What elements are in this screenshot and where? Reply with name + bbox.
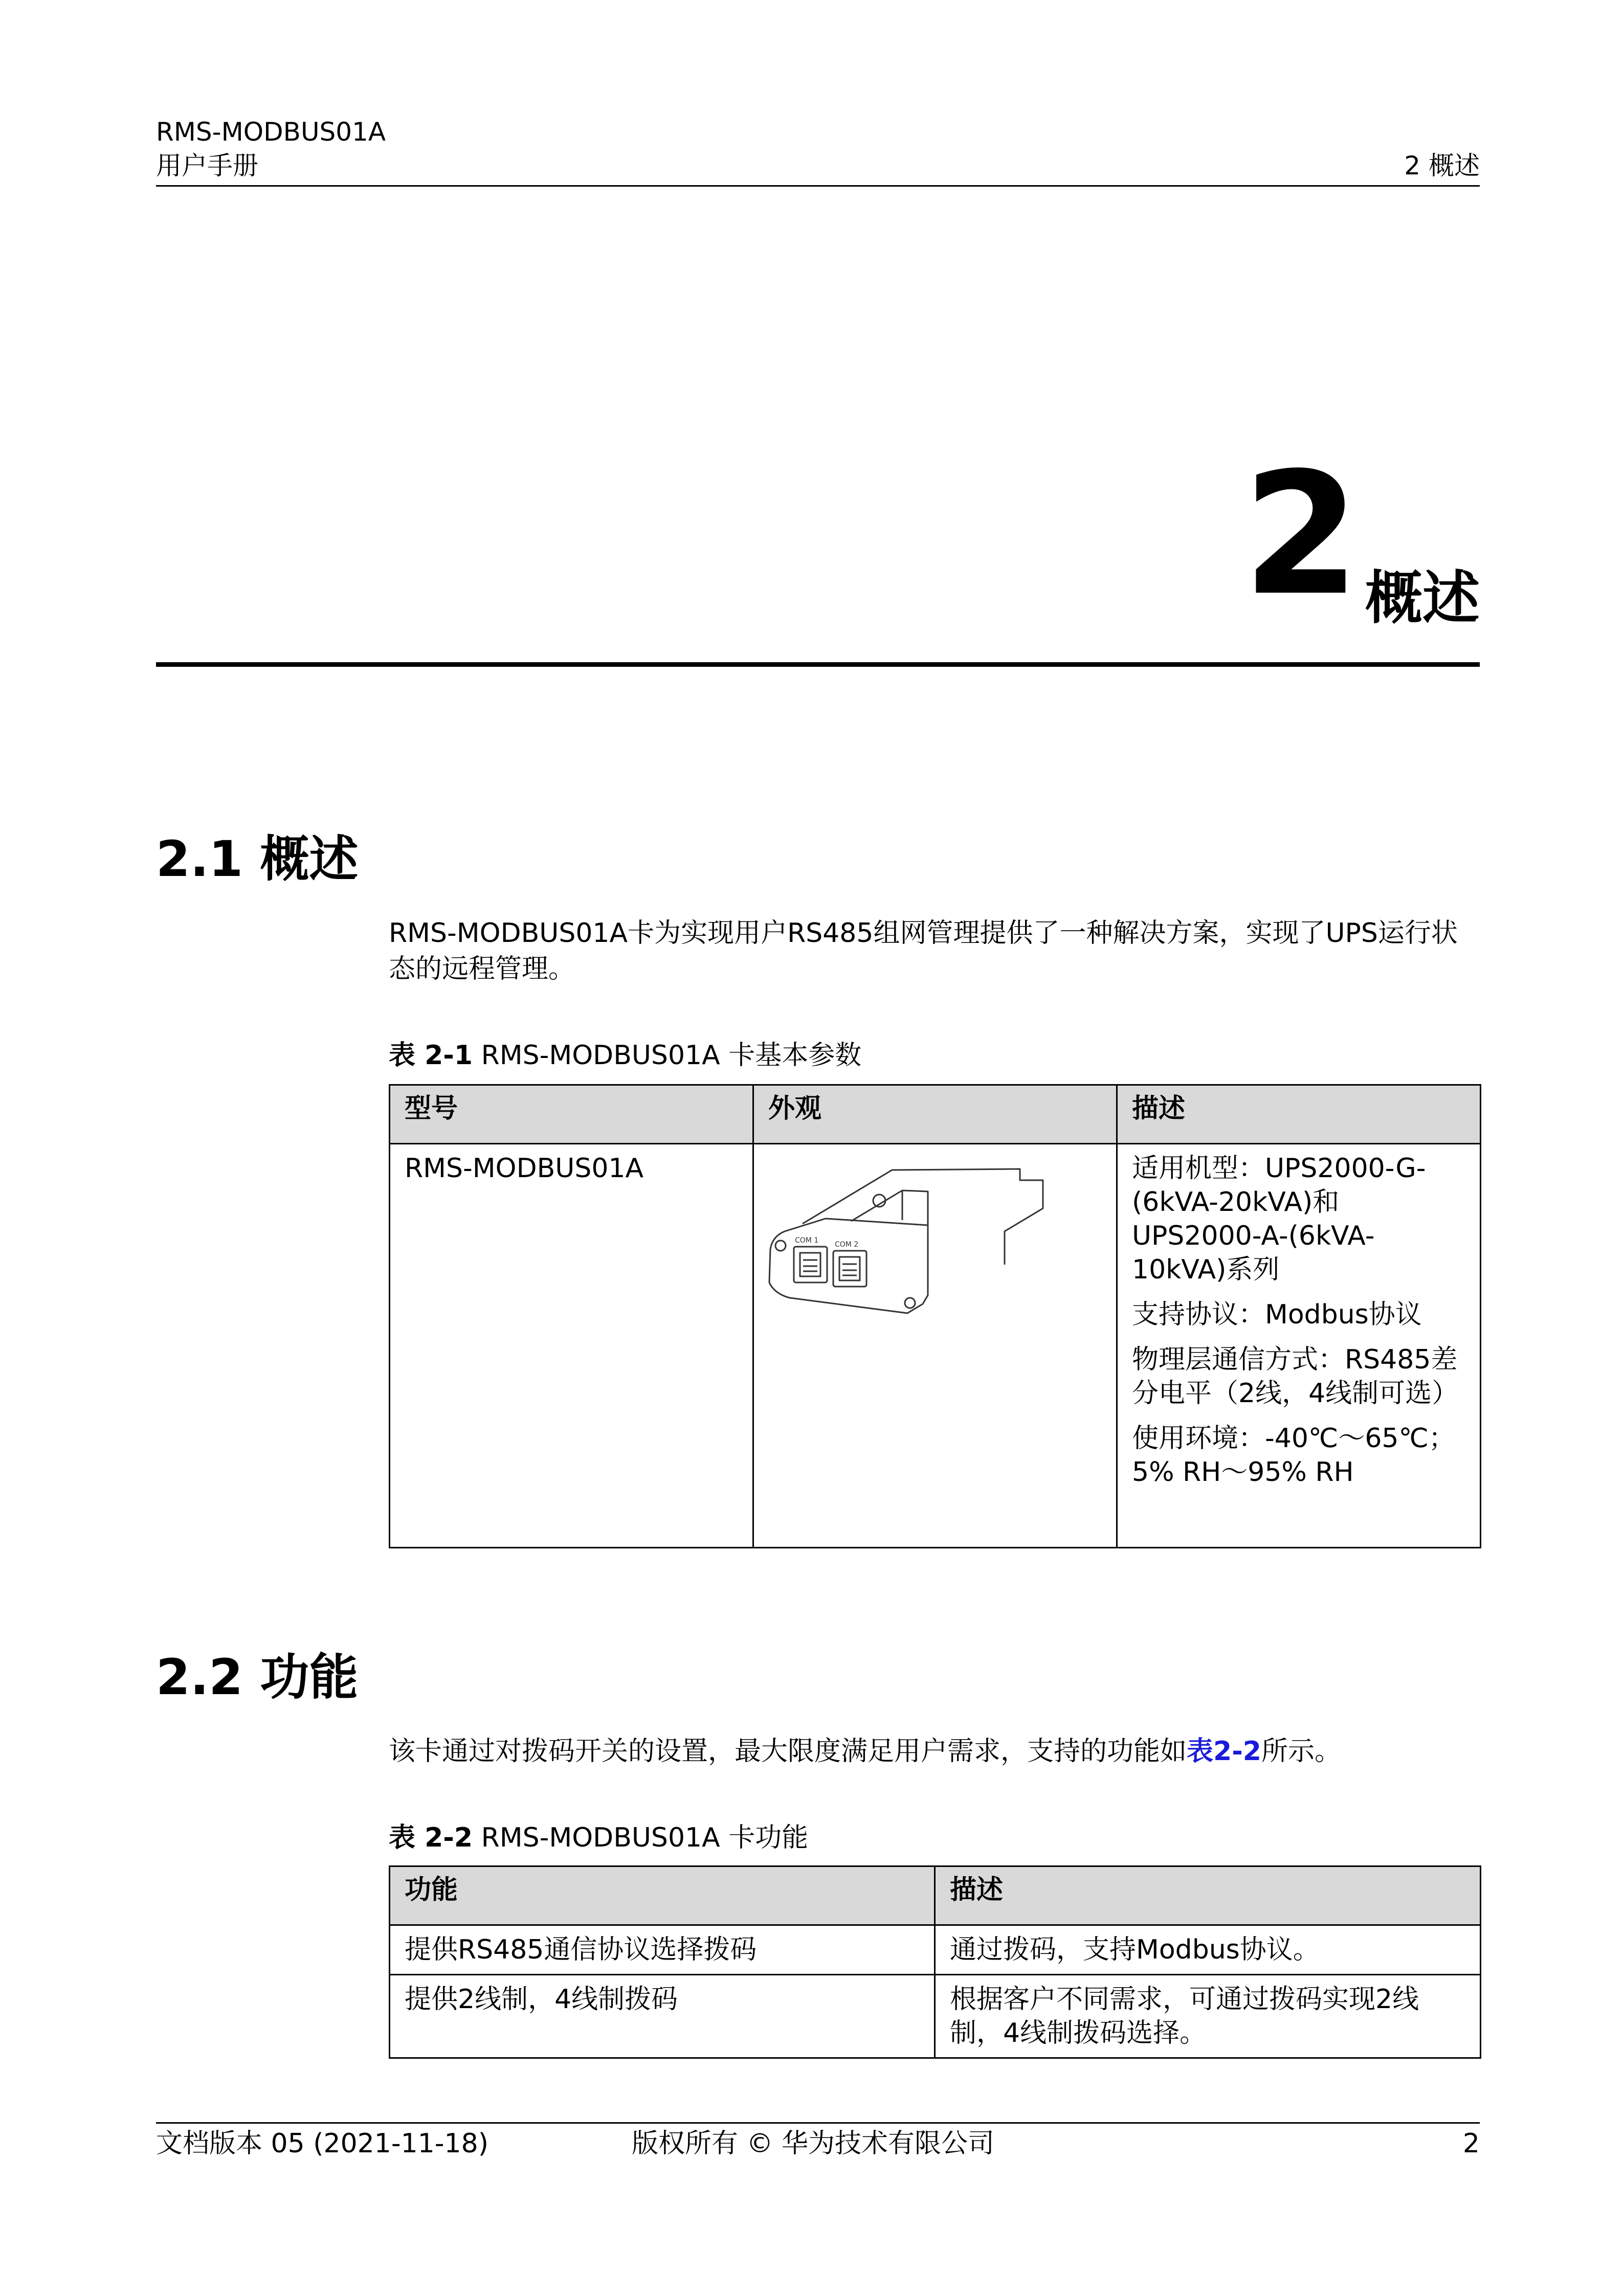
table-2-header-description: 描述 (935, 1866, 1481, 1925)
section-2-1-paragraph: RMS-MODBUS01A卡为实现用户RS485组网管理提供了一种解决方案，实现了UPS运行状态的远程管理。 (389, 918, 1458, 984)
table-1-appearance-cell (753, 1144, 1117, 1548)
table-1-header-model: 型号 (390, 1085, 753, 1144)
header-chapter-ref: 2 概述 (1404, 151, 1480, 181)
bracket-screw-right (905, 1298, 915, 1308)
table-1-header-appearance: 外观 (753, 1085, 1117, 1144)
section-2-2-text-after: 所示。 (1261, 1736, 1341, 1767)
footer-version: 文档版本 05 (2021-11-18) (156, 2128, 489, 2159)
com2-label: COM 2 (835, 1241, 859, 1249)
section-2-2-text-before: 该卡通过对拨码开关的设置，最大限度满足用户需求，支持的功能如 (389, 1736, 1187, 1767)
header-doc-type: 用户手册 (156, 151, 258, 181)
table-1-model-cell: RMS-MODBUS01A (390, 1144, 753, 1548)
section-2-2-paragraph (389, 1734, 1483, 1769)
table-row (390, 1144, 1481, 1548)
table-1-caption-label: 表 2-1 (389, 1040, 473, 1071)
rms-card-image (754, 1160, 1115, 1344)
footer-rule (156, 2122, 1480, 2124)
section-heading-2-2: 2.2 功能 (156, 1649, 359, 1706)
footer-copyright: 版权所有 © 华为技术有限公司 (632, 2128, 995, 2159)
table-1-caption (389, 1039, 861, 1072)
table-row (390, 1975, 1481, 2058)
table-2-header-function: 功能 (390, 1866, 935, 1925)
table-2-row-2-description: 根据客户不同需求，可通过拨码实现2线制，4线制拨码选择。 (935, 1975, 1481, 2058)
chapter-title: 概述 (1365, 565, 1480, 632)
desc-physical-layer: 物理层通信方式：RS485差分电平（2线，4线制可选） (1132, 1344, 1459, 1409)
table-row (390, 1925, 1481, 1975)
chapter-rule (156, 662, 1480, 667)
table-functions (389, 1865, 1481, 2059)
desc-protocol: 支持协议：Modbus协议 (1132, 1299, 1422, 1330)
table-2-row-1-function: 提供RS485通信协议选择拨码 (390, 1925, 935, 1975)
table-1-header-description: 描述 (1117, 1085, 1481, 1144)
header-product: RMS-MODBUS01A (156, 117, 386, 147)
table-2-caption-text: RMS-MODBUS01A 卡功能 (473, 1822, 809, 1853)
table-2-header-row (390, 1866, 1481, 1925)
desc-applicable-models: 适用机型：UPS2000-G-(6kVA-20kVA)和UPS2000-A-(6kVA-10kVA)系列 (1132, 1153, 1426, 1285)
table-1-description-cell (1117, 1144, 1481, 1548)
chapter-number: 2 (1242, 436, 1358, 633)
com1-label: COM 1 (795, 1236, 819, 1245)
section-heading-2-1: 2.1 概述 (156, 830, 359, 888)
table-2-caption-label: 表 2-2 (389, 1822, 473, 1853)
table-basic-parameters (389, 1084, 1481, 1548)
table-1-caption-text: RMS-MODBUS01A 卡基本参数 (473, 1040, 862, 1071)
bracket-screw-left (775, 1241, 786, 1251)
header-rule (156, 185, 1480, 187)
table-2-caption (389, 1821, 808, 1854)
footer-page-number: 2 (1462, 2128, 1480, 2159)
table-2-row-1-description: 通过拨码，支持Modbus协议。 (935, 1925, 1481, 1975)
table-2-2-link[interactable]: 表2-2 (1187, 1736, 1261, 1767)
desc-environment: 使用环境：-40℃～65℃；5% RH～95% RH (1132, 1423, 1455, 1488)
table-2-row-2-function: 提供2线制，4线制拨码 (390, 1975, 935, 2058)
table-1-header-row (390, 1085, 1481, 1144)
